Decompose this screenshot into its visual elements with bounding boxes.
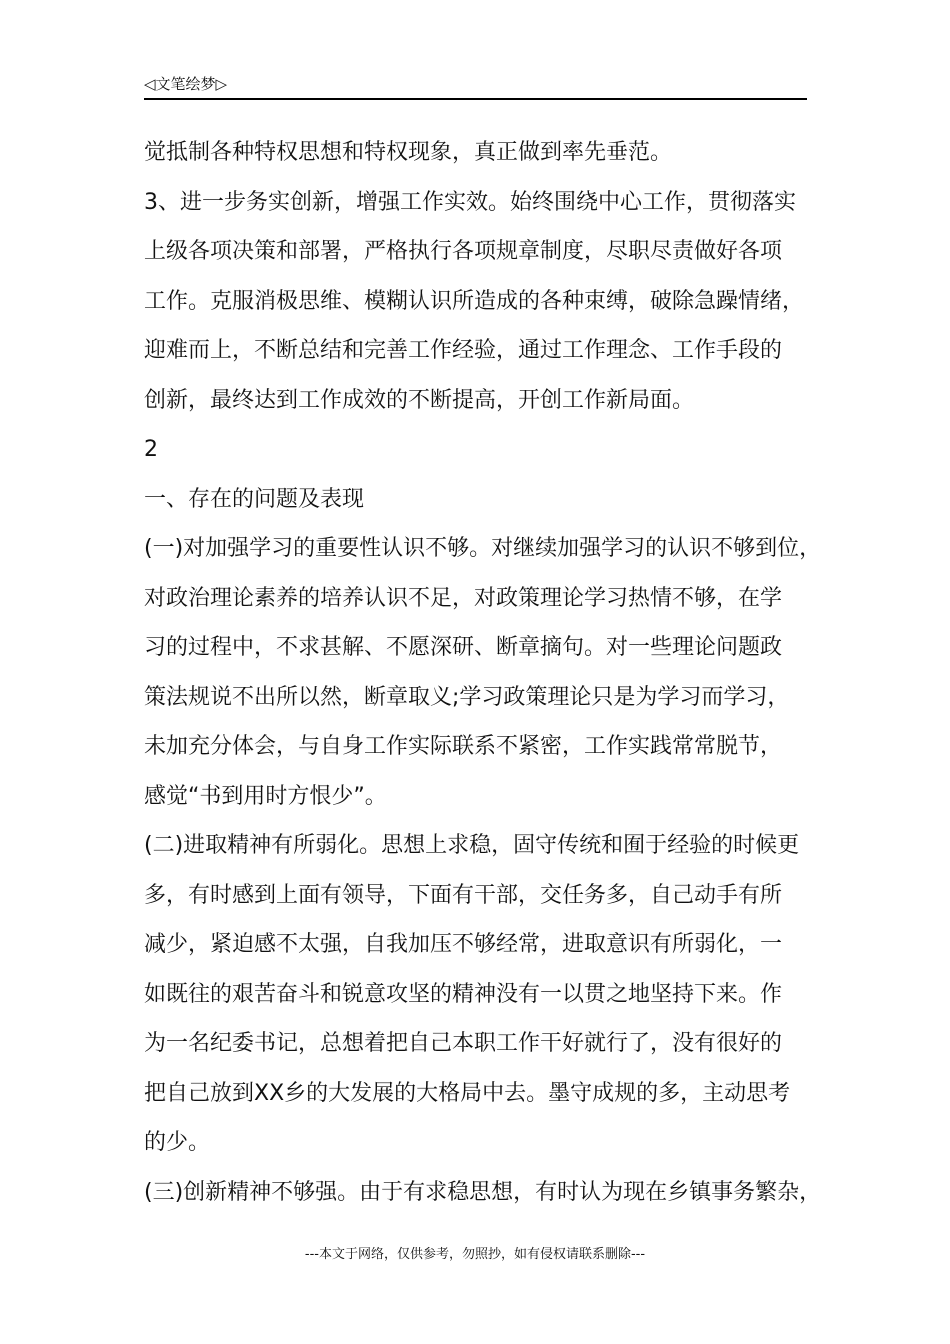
text-line: (二)进取精神有所弱化。思想上求稳，固守传统和囿于经验的时候更: [144, 833, 800, 858]
text-line: 创新，最终达到工作成效的不断提高，开创工作新局面。: [144, 387, 695, 413]
text-line: (三)创新精神不够强。由于有求稳思想，有时认为现在乡镇事务繁杂，: [144, 1179, 822, 1205]
section-heading: 一、存在的问题及表现: [144, 486, 365, 512]
text-line: 策法规说不出所以然，断章取义;学习政策理论只是为学习而学习，: [144, 684, 790, 710]
text-line: 的少。: [144, 1130, 211, 1155]
header-brand: ◁文笔绘梦▷: [144, 75, 228, 93]
document-body: [144, 128, 824, 1217]
text-line: 为一名纪委书记，总想着把自己本职工作干好就行了，没有很好的: [144, 1031, 783, 1056]
text-line: 习的过程中，不求甚解、不愿深研、断章摘句。对一些理论问题政: [144, 635, 783, 660]
text-line: 工作。克服消极思维、模糊认识所造成的各种束缚，破除急躁情绪，: [144, 288, 805, 314]
text-line: 未加充分体会，与自身工作实际联系不紧密，工作实践常常脱节，: [144, 734, 783, 759]
text-line: 对政治理论素养的培养认识不足，对政策理论学习热情不够，在学: [144, 585, 783, 611]
text-line: 如既往的艰苦奋斗和锐意攻坚的精神没有一以贯之地坚持下来。作: [144, 981, 783, 1007]
text-line: (一)对加强学习的重要性认识不够。对继续加强学习的认识不够到位，: [144, 536, 822, 561]
text-line: 减少，紧迫感不太强，自我加压不够经常，进取意识有所弱化，一: [144, 932, 783, 957]
text-line: 3、进一步务实创新，增强工作实效。始终围绕中心工作，贯彻落实: [144, 189, 796, 215]
text-line: 感觉“书到用时方恨少”。: [144, 783, 387, 809]
page-number: 2: [144, 437, 158, 462]
text-line: 迎难而上，不断总结和完善工作经验，通过工作理念、工作手段的: [144, 338, 783, 363]
text-line: 把自己放到XX乡的大发展的大格局中去。墨守成规的多，主动思考: [144, 1080, 791, 1106]
text-line: 上级各项决策和部署，严格执行各项规章制度，尽职尽责做好各项: [144, 239, 783, 264]
text-line: 多，有时感到上面有领导，下面有干部，交任务多，自己动手有所: [144, 882, 783, 908]
page-header: [144, 72, 807, 100]
page-footer: ---本文于网络，仅供参考，勿照抄，如有侵权请联系删除---: [304, 1247, 646, 1262]
text-line: 觉抵制各种特权思想和特权现象，真正做到率先垂范。: [144, 140, 673, 165]
